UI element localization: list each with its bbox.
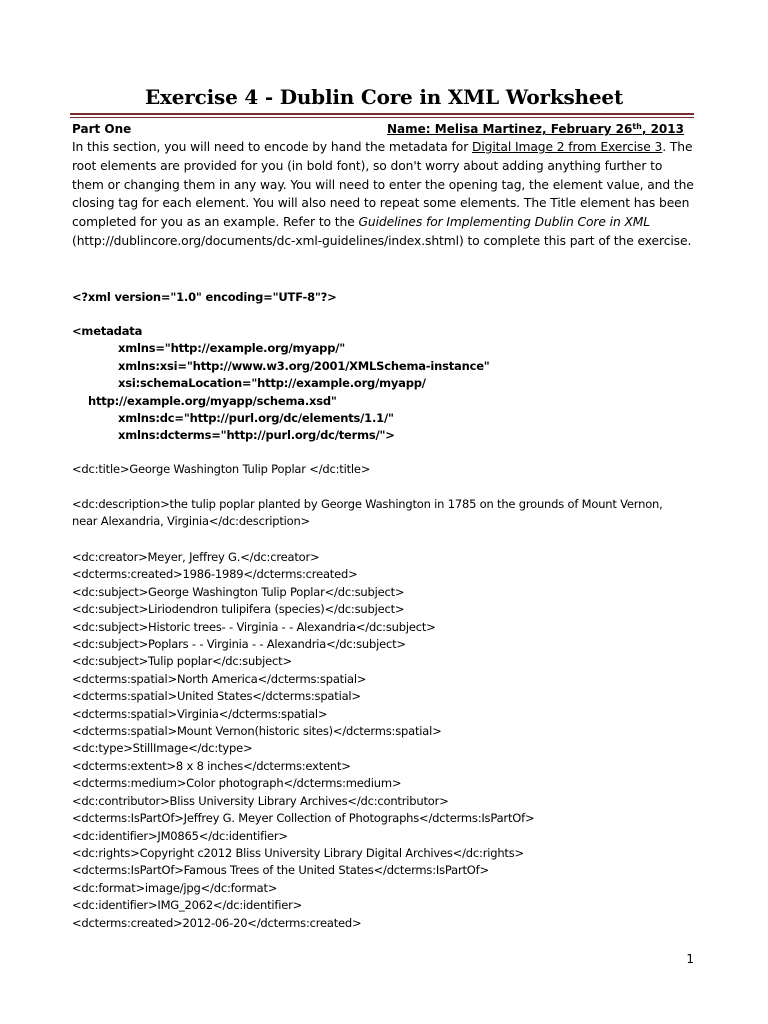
title-rule [70,113,694,115]
element-line: <dcterms:spatial>Mount Vernon(historic sites)</dcterms:spatial> [72,724,442,739]
metadata-elements-list [72,549,712,932]
instructions-paragraph [72,138,696,251]
page-number: 1 [686,952,694,966]
schema-location-attr: xsi:schemaLocation="http://example.org/myapp/ [118,376,426,391]
xmlns-xsi-attr: xmlns:xsi="http://www.w3.org/2001/XMLSchema-instance" [118,358,490,373]
element-line: <dc:subject>Poplars - - Virginia - - Alexandria</dc:subject> [72,637,406,652]
description-line-1: <dc:description>the tulip poplar planted by George Washington in 1785 on the grounds of Mount Vernon, [72,497,663,511]
name-superscript: th [632,122,642,131]
element-line: <dc:format>image/jpg</dc:format> [72,880,278,895]
digital-image-reference: Digital Image 2 from Exercise 3 [471,140,663,154]
element-line: <dc:subject>Tulip poplar</dc:subject> [72,654,292,669]
element-line: <dcterms:spatial>North America</dcterms:spatial> [72,671,367,686]
dc-description-element [72,496,712,531]
element-line: <dcterms:created>1986-1989</dcterms:created> [72,567,358,582]
element-line: <dc:subject>Liriodendron tulipifera (species)</dc:subject> [72,602,405,617]
description-line-2: near Alexandria, Virginia</dc:description> [72,514,310,529]
intro-text-3: (http://dublincore.org/documents/dc-xml-guidelines/index.shtml) to complete this part of the exercise. [72,233,692,248]
part-label: Part One [72,122,132,136]
title-rule-thin [70,117,694,118]
metadata-root-element [72,323,712,445]
element-line: <dcterms:spatial>United States</dcterms:spatial> [72,689,361,704]
xmlns-dcterms-attr: xmlns:dcterms="http://purl.org/dc/terms/"> [118,428,395,443]
element-line: <dcterms:extent>8 x 8 inches</dcterms:extent> [72,758,351,773]
element-line: <dc:rights>Copyright c2012 Bliss University Library Digital Archives</dc:rights> [72,845,524,860]
name-suffix: , 2013 [641,122,684,136]
element-line: <dcterms:created>2012-06-20</dcterms:created> [72,915,362,930]
student-name-date [387,121,684,137]
element-line: <dc:subject>George Washington Tulip Poplar</dc:subject> [72,584,405,599]
element-line: <dc:creator>Meyer, Jeffrey G.</dc:creator> [72,550,320,564]
xmlns-attr: xmlns="http://example.org/myapp/" [118,341,346,356]
page-title: Exercise 4 - Dublin Core in XML Worksheet [145,85,623,109]
xml-declaration: <?xml version="1.0" encoding="UTF-8"?> [72,290,337,304]
element-line: <dcterms:IsPartOf>Famous Trees of the United States</dcterms:IsPartOf> [72,863,489,878]
guidelines-title: Guidelines for Implementing Dublin Core in XML [358,215,651,230]
intro-text-1: In this section, you will need to encode by hand the metadata for [72,140,472,154]
element-line: <dcterms:spatial>Virginia</dcterms:spatial> [72,706,328,721]
element-line: <dc:subject>Historic trees- - Virginia - - Alexandria</dc:subject> [72,619,436,634]
element-line: <dcterms:IsPartOf>Jeffrey G. Meyer Collection of Photographs</dcterms:IsPartOf> [72,811,535,826]
metadata-open-tag: <metadata [72,324,143,338]
element-line: <dcterms:medium>Color photograph</dcterms:medium> [72,776,402,791]
element-line: <dc:identifier>JM0865</dc:identifier> [72,828,288,843]
xmlns-dc-attr: xmlns:dc="http://purl.org/dc/elements/1.1/" [118,411,394,426]
schema-location-url: http://example.org/myapp/schema.xsd" [88,393,337,408]
element-line: <dc:identifier>IMG_2062</dc:identifier> [72,898,303,913]
dc-title-element: <dc:title>George Washington Tulip Poplar </dc:title> [72,462,371,476]
element-line: <dc:type>StillImage</dc:type> [72,741,253,756]
intro-text-2: . The root elements are provided for you (in bold font), so don't worry about adding anything further to them or changing them in any way. You will need to enter the opening tag, the element value, and the closing tag for each element. You will also need to repeat some elements. The Title element has been completed for you as an example. Refer to the [72,140,694,230]
element-line: <dc:contributor>Bliss University Library Archives</dc:contributor> [72,793,449,808]
name-prefix: Name: Melisa Martinez, February 26 [387,122,633,136]
